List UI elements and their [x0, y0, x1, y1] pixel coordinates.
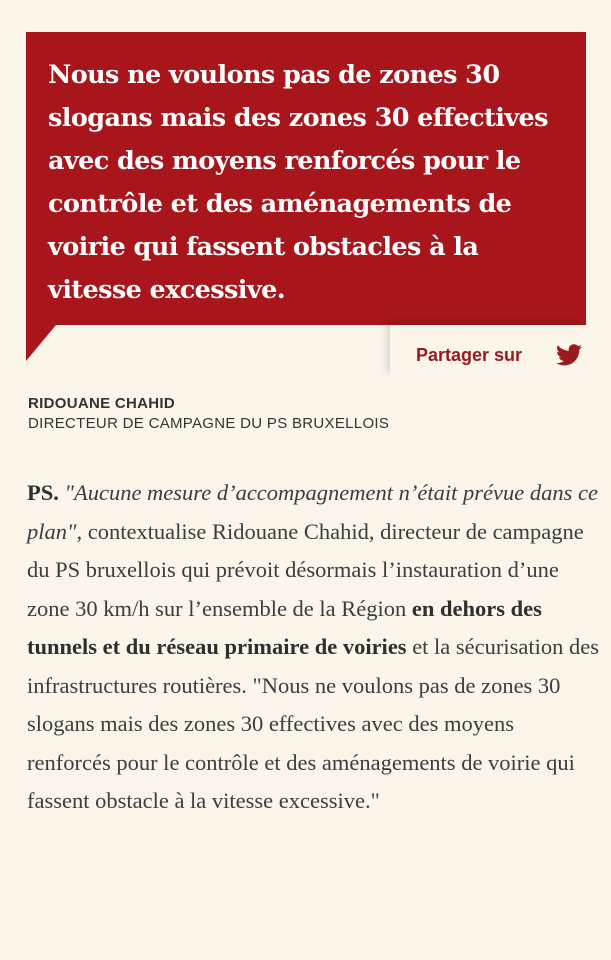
- quote-tail: [26, 325, 56, 361]
- twitter-icon: [556, 344, 582, 366]
- bold-phrase: en dehors des tunnels et du réseau primaire de voiries: [27, 595, 542, 659]
- party-label: PS.: [27, 480, 59, 505]
- pull-quote-text: Nous ne voulons pas de zones 30 slogans mais des zones 30 effectives avec des moyens renforcés pour le contrôle et des aménagements de voirie qui fassent obstacles à la vitesse excessive.: [48, 60, 548, 305]
- author-block: [28, 395, 389, 433]
- article-text-1: , contextualise Ridouane Chahid, directeur de campagne du PS bruxellois qui prévoit désormais l’instauration d’une zone 30 km/h sur l’ensemble de la Région: [27, 518, 584, 621]
- share-label: Partager sur: [416, 345, 523, 365]
- article-paragraph: [27, 474, 602, 821]
- article-text-2: et la sécurisation des infrastructures routières. "Nous ne voulons pas de zones 30 slogans mais des zones 30 effectives avec des moyens renforcés pour le contrôle et des aménagements de voirie qui fassent obstacle à la vitesse excessive.": [27, 634, 599, 813]
- author-role: DIRECTEUR DE CAMPAGNE DU PS BRUXELLOIS: [28, 415, 390, 432]
- author-name: RIDOUANE CHAHID: [28, 395, 175, 412]
- pull-quote-box: [26, 32, 586, 325]
- share-twitter-button[interactable]: [390, 325, 586, 377]
- italic-quote: "Aucune mesure d’accompagnement n’était prévue dans ce plan": [27, 480, 598, 544]
